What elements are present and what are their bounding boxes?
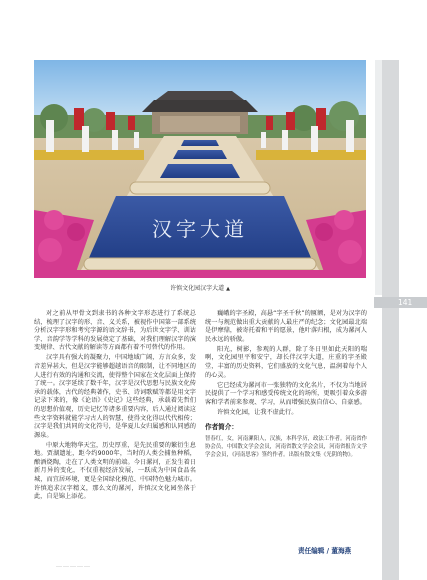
right-paragraph-2: 阳光，树影，参观的人群，除了冬日里如此天阳的喘啊，文化园里平和安宁，却长伴汉字大道，庄重的字圣殿堂，丰富的历史资料，它们盛放的文化气息，温润着每个人的心灵。 — [205, 345, 367, 379]
left-paragraph-2: 汉字具有强大的凝聚力，中国地域广阔，方言众多，发音差异甚大，但是汉字能够超越语音的限制，让不同地区的人进行有效的沟通和交流，使得整个国家在文化层面上保持了统一。汉字延续了数千年，汉字是汉代思想与民族文化传承的载体，古代的经典著作，史书、诗词歌赋等都是用文字记录下来的，像《论语》《史记》这些经典，承载着先哲们的思想价值观，历史记忆等诸多重要内容，后人通过阅读这些文字资料就能学习古人的智慧，使得文化得以代代相传；汉字是我们共同的文化符号，是华夏儿女归属感和认同感的源泉。 — [34, 354, 196, 439]
stele-text: 汉字大道 — [152, 217, 248, 241]
page-number: 141 — [398, 298, 413, 307]
left-paragraph-3: 中原大地物华天宝，历史厚重，是先民重要的繁衍生息地。贾湖遗址，距今约9000年，当时的人类会捕鱼种稻，酿酒烧陶，走在了人类文明的前端。今日漯河，正发生着日新月异的变化，不仅重视经济发展，一跃成为中国食品名城，而宜居环境，更是全国绿化模范、中国特色魅力城市。许慎追求汉字精义，那么文的漯河，许慎汉文化园坐落于此，自是锦上添花。 — [34, 441, 196, 501]
author-heading: 作者简介： — [205, 423, 238, 432]
editor-credit: 责任编辑 / 董海燕 — [298, 547, 352, 555]
caption-text: 许慎文化园汉字大道 — [170, 285, 225, 292]
photo-xushen-park — [34, 60, 366, 278]
park-illustration — [34, 60, 366, 278]
right-paragraph-1: 巍峨的字圣殿，高悬“字圣千秋”的匾额，是对为汉字的统一与规范做出重大贡献的人最庄严的纪念；文化园最北端是伊摩鼎，被寄托着和平的愿景，他叶落归根，成为漯河人民永远的骄傲。 — [205, 310, 367, 343]
right-paragraph-4: 许慎文化园，让我不虚此行。 — [217, 408, 298, 416]
photo-caption — [34, 283, 366, 292]
left-paragraph-1: 对之前从甲骨文到隶书的各种文字形态进行了系统总结，梳理了汉字的形、音、义关系，被视作中国第一部系统分析汉字字形和考究字源的语文辞书，为后世文字学、训诂学、音韵学等学科的发展奠定了基础，对我们理解汉字的演变规律、古代文献的解读等方面都有着不可替代的作用。 — [34, 310, 196, 352]
edge-tab — [382, 60, 399, 580]
trailing-dots: …………… — [56, 562, 91, 569]
author-bio: 智春红，女，河南漯阳人，汉族，本科学历，政法工作者。河南省作协会员，中国散文学会会员，河南省散文学会会员，河南省报告文学学会会员，《河南思客》签约作者。出版有散文集《光阴的物》。 — [205, 435, 367, 458]
right-paragraph-3: 它已经成为漯河市一张独特的文化名片，不仅为当地居民提供了一个学习和感受传统文化的场所，更吸引着众多游客和学者前来参观、学习，从而增强民族自信心、自豪感。 — [205, 381, 367, 406]
right-column — [205, 310, 367, 459]
left-column — [34, 310, 196, 503]
caption-marker: ▲ — [226, 286, 230, 292]
